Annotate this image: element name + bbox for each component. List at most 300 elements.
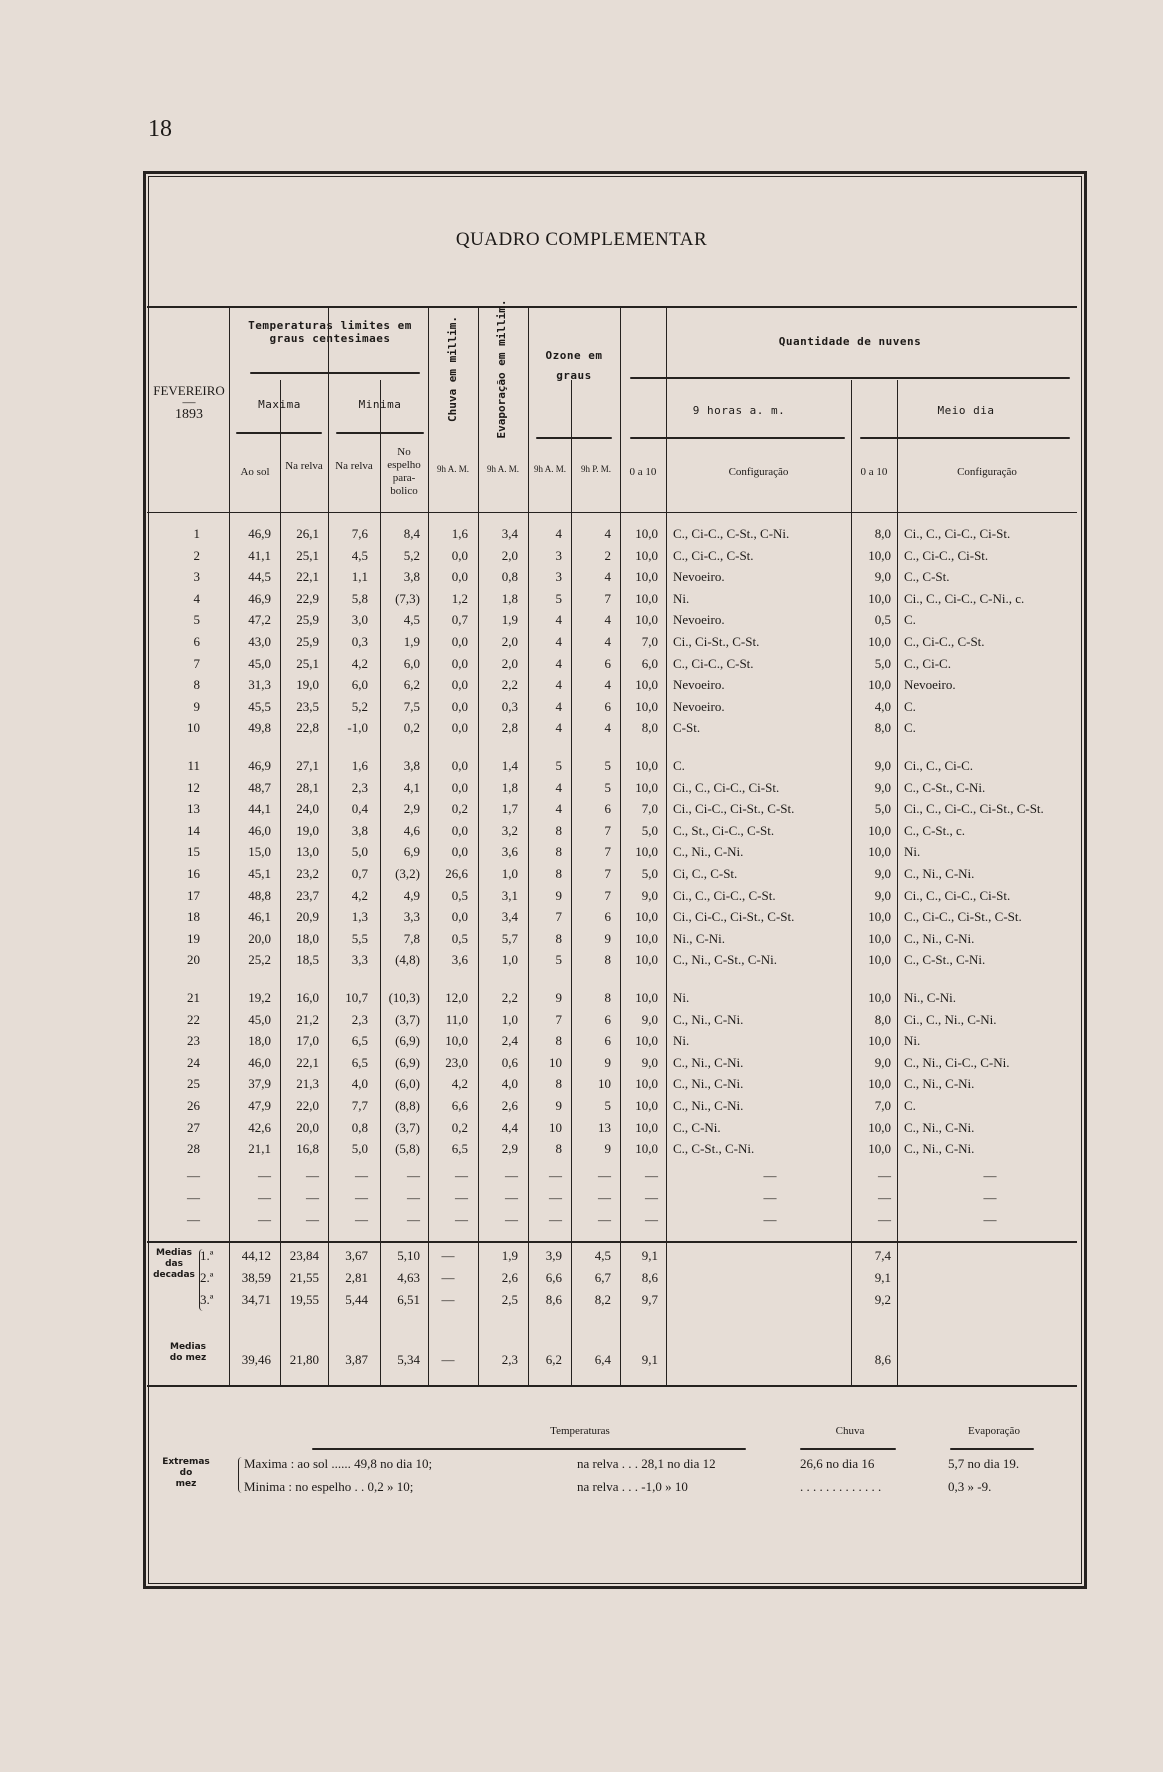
table-cell: 4,2 (351, 655, 368, 671)
table-cell: 1,0 (501, 1011, 518, 1027)
table-cell: 7,7 (351, 1098, 368, 1113)
table-cell: 0,3 (501, 698, 518, 714)
table-cell: 5,0 (351, 844, 368, 860)
table-cell: 10,0 (635, 990, 658, 1005)
empty-dash-cell: — (258, 1190, 271, 1205)
table-cell: 8 (555, 1141, 562, 1157)
table-cell: 6,5 (351, 1054, 368, 1070)
column-divider (897, 380, 898, 1385)
medias-mez-cell: 6,2 (545, 1352, 562, 1367)
table-cell: 20,0 (248, 930, 271, 946)
table-cell: 7 (555, 909, 562, 925)
medias-cell: 8,2 (594, 1292, 611, 1307)
table-cell: 9,0 (874, 1054, 891, 1070)
table-cell: (4,8) (395, 952, 420, 968)
table-cell: 3,3 (351, 952, 368, 968)
table-cell: 26,1 (296, 526, 319, 541)
table-cell: 18,0 (296, 930, 319, 946)
table-cell: 48,8 (248, 887, 271, 903)
table-cell: 10,0 (868, 1141, 891, 1157)
empty-dash-cell: — (355, 1190, 368, 1205)
table-cell: 47,2 (248, 612, 271, 628)
table-cell: C., Ni., C-Ni. (904, 1076, 975, 1092)
table-cell: 10,0 (635, 547, 658, 563)
medias-cell: 6,6 (545, 1270, 562, 1285)
empty-dash-cell: — (645, 1212, 658, 1227)
config-am-header: Configuração (728, 466, 789, 478)
table-cell: 1,0 (501, 866, 518, 881)
table-cell: 0,0 (451, 634, 468, 649)
empty-dash-cell: — (763, 1212, 777, 1227)
medias-cell: 4,63 (397, 1270, 420, 1285)
medias-top-rule (147, 1241, 1077, 1243)
table-cell: 6,5 (351, 1033, 368, 1049)
footer-chuva-min: . . . . . . . . . . . . . (800, 1479, 882, 1494)
medias-cell: 3,9 (545, 1248, 562, 1263)
empty-dash-cell: — (306, 1168, 319, 1183)
table-cell: 10,0 (635, 930, 658, 946)
table-cell: 25,1 (296, 655, 319, 671)
table-cell: 8 (555, 930, 562, 946)
table-cell: C., Ni., Ci-C., C-Ni. (904, 1054, 1010, 1070)
chuva-time-header: 9h A. M. (436, 464, 469, 474)
table-cell: 5,5 (351, 930, 368, 946)
table-cell: 10,0 (445, 1033, 468, 1049)
table-cell: 44,1 (248, 801, 271, 817)
table-cell: 5,2 (351, 698, 368, 714)
table-cell: 9 (604, 1054, 611, 1070)
table-cell: 9 (604, 930, 611, 946)
table-cell: 23,2 (296, 866, 319, 881)
table-cell: 5,2 (403, 547, 420, 563)
medias-cell: 1,9 (501, 1248, 518, 1263)
medias-mez-cell: — (441, 1352, 455, 1367)
table-cell: 17,0 (296, 1033, 319, 1049)
day-cell: 13 (187, 801, 200, 817)
empty-dash-cell: — (455, 1190, 468, 1205)
table-cell: 10 (598, 1076, 611, 1092)
table-cell: 2,9 (501, 1141, 518, 1157)
table-cell: 4,2 (351, 887, 368, 903)
table-cell: 10 (549, 1054, 562, 1070)
table-cell: C. (904, 1098, 916, 1113)
table-cell: Ci., Ci-C., Ci-St., C-St. (673, 909, 795, 925)
evap-time-header: 9h A. M. (486, 464, 519, 474)
empty-dash-cell: — (878, 1168, 891, 1183)
table-cell: 7,0 (641, 634, 658, 649)
table-cell: 8 (555, 1033, 562, 1049)
table-cell: 9,0 (874, 758, 891, 773)
medias-cell: 9,1 (641, 1248, 658, 1263)
medias-cell: — (441, 1292, 455, 1307)
table-cell: 22,0 (296, 1098, 319, 1113)
medias-cell: 9,7 (641, 1292, 658, 1307)
empty-dash-cell: — (598, 1212, 611, 1227)
medias-cell: 44,12 (241, 1248, 271, 1263)
month-label: FEVEREIRO (153, 383, 225, 398)
day-cell: 11 (187, 758, 200, 773)
table-cell: 7 (604, 866, 611, 881)
table-cell: 20,0 (296, 1119, 319, 1135)
table-cell: 0,7 (351, 866, 368, 881)
table-cell: 1,8 (501, 590, 518, 606)
table-cell: 0,5 (451, 930, 468, 946)
table-cell: 8 (604, 990, 611, 1005)
table-cell: 1,1 (351, 569, 368, 585)
empty-dash-cell: — (455, 1212, 468, 1227)
table-cell: 0,0 (451, 822, 468, 838)
table-cell: 0,2 (451, 801, 468, 817)
table-cell: 3,3 (403, 909, 420, 925)
table-cell: 46,0 (248, 822, 271, 838)
no-espelho-header: No espelho para-bolico (387, 446, 421, 497)
table-cell: 10,0 (635, 909, 658, 925)
table-cell: 5,8 (351, 590, 368, 606)
table-cell: 5,0 (641, 866, 658, 881)
table-cell: 7,5 (403, 698, 420, 714)
ozone-brace (536, 437, 612, 439)
table-cell: Nevoeiro. (673, 677, 725, 693)
day-cell: 15 (187, 844, 200, 860)
table-cell: C., Ci-C., Ci-St. (904, 547, 989, 563)
medias-mez-cell: 39,46 (241, 1352, 271, 1367)
footer-chuva-max: 26,6 no dia 16 (800, 1456, 875, 1471)
table-cell: 43,0 (248, 634, 271, 649)
footer-evap-brace (950, 1448, 1034, 1450)
table-cell: 4 (555, 779, 562, 795)
ozone-pm-header: 9h P. M. (580, 464, 611, 474)
page-number: 18 (148, 116, 172, 142)
decada-label: 2.ª (200, 1270, 214, 1285)
table-cell: 10,0 (635, 1033, 658, 1049)
table-cell: 9,0 (874, 569, 891, 585)
table-cell: 6,6 (451, 1098, 468, 1113)
table-cell: Ci., C., Ci-C., Ci-St., C-St. (904, 801, 1044, 817)
footer-evaporacao-label: Evaporação (968, 1425, 1020, 1437)
table-cell: 5 (555, 590, 562, 606)
table-cell: 7,8 (403, 930, 420, 946)
table-cell: 10 (549, 1119, 562, 1135)
table-cell: 2,0 (501, 634, 518, 649)
table-cell: 4 (555, 801, 562, 817)
footer-temperaturas-label: Temperaturas (550, 1425, 610, 1437)
nuvens-header: Quantidade de nuvens (778, 335, 922, 348)
table-cell: 12,0 (445, 990, 468, 1005)
empty-dash-cell: — (549, 1190, 562, 1205)
table-cell: C., Ni., C-Ni. (673, 1011, 744, 1027)
table-cell: C. (673, 758, 685, 773)
day-cell: 3 (193, 569, 200, 585)
medias-cell: 6,7 (594, 1270, 611, 1285)
table-cell: -1,0 (347, 720, 368, 736)
table-cell: 9 (555, 1098, 562, 1113)
table-cell: 25,9 (296, 612, 319, 628)
medias-cell: 9,2 (874, 1292, 891, 1307)
table-cell: 10,0 (868, 909, 891, 925)
empty-dash-cell: — (505, 1212, 518, 1227)
table-cell: 10,0 (635, 569, 658, 585)
table-cell: 7 (604, 844, 611, 860)
meio-dia-header: Meio dia (937, 404, 995, 417)
table-cell: C., Ni., C-Ni. (904, 1141, 975, 1157)
empty-dash-cell: — (598, 1168, 611, 1183)
table-cell: 0,8 (501, 569, 518, 585)
table-cell: 45,1 (248, 866, 271, 881)
empty-dash-cell: — (187, 1190, 200, 1205)
table-cell: 0,0 (451, 844, 468, 860)
table-cell: 18,5 (296, 952, 319, 968)
meio-dia-brace (860, 437, 1070, 439)
table-cell: 0,2 (403, 720, 420, 736)
table-cell: 4,0 (351, 1076, 368, 1092)
table-cell: 16,8 (296, 1141, 319, 1157)
table-cell: 46,0 (248, 1054, 271, 1070)
table-cell: 25,2 (248, 952, 271, 968)
table-cell: 7,0 (874, 1098, 891, 1113)
table-cell: C., C-Ni. (673, 1119, 721, 1135)
day-cell: 6 (193, 634, 200, 649)
temp-group-header: Temperaturas limites em graus centesimaes (248, 319, 412, 345)
table-cell: 4,2 (451, 1076, 468, 1092)
table-cell: 10,0 (868, 1033, 891, 1049)
table-cell: 0,0 (451, 677, 468, 693)
empty-dash-cell: — (763, 1190, 777, 1205)
table-cell: 0,3 (351, 634, 368, 649)
medias-cell: 4,5 (594, 1248, 611, 1263)
table-cell: 0,6 (501, 1054, 518, 1070)
day-cell: 4 (193, 590, 200, 606)
table-cell: 3,6 (451, 952, 468, 968)
table-cell: (6,9) (395, 1033, 420, 1049)
table-cell: 9,0 (641, 1054, 658, 1070)
medias-mez-cell: 21,80 (289, 1352, 319, 1367)
table-cell: C., Ci-C., C-St. (904, 634, 985, 649)
table-cell: 6,2 (403, 677, 420, 693)
table-cell: 8,0 (874, 526, 891, 541)
table-cell: 4 (604, 569, 611, 585)
table-cell: C., St., Ci-C., C-St. (673, 822, 775, 838)
medias-cell: 5,10 (397, 1248, 420, 1263)
empty-dash-cell: — (983, 1190, 997, 1205)
table-cell: (3,2) (395, 866, 420, 881)
day-cell: 12 (187, 779, 200, 795)
table-cell: C. (904, 698, 916, 714)
table-cell: 4 (604, 526, 611, 541)
table-cell: C., C-St., c. (904, 822, 966, 838)
table-cell: 0,0 (451, 758, 468, 773)
table-cell: 4,5 (403, 612, 420, 628)
footer-top-rule (147, 1385, 1077, 1387)
medias-cell: 8,6 (545, 1292, 562, 1307)
medias-cell: 8,6 (641, 1270, 658, 1285)
table-cell: 9,0 (641, 1011, 658, 1027)
day-cell: 19 (187, 930, 200, 946)
table-cell: 2,0 (501, 655, 518, 671)
footer-relva-max: na relva . . . 28,1 no dia 12 (577, 1456, 716, 1471)
day-cell: 2 (193, 547, 200, 563)
table-cell: 6 (604, 655, 611, 671)
table-cell: 1,0 (501, 952, 518, 968)
table-cell: 2,3 (351, 1011, 368, 1027)
medias-mez-cell: 6,4 (594, 1352, 611, 1367)
table-cell: 0,0 (451, 547, 468, 563)
table-cell: 10,0 (635, 1141, 658, 1157)
medias-cell: 19,55 (289, 1292, 319, 1307)
extremas-label: Extremas do mez (162, 1457, 210, 1489)
table-cell: 2,9 (403, 801, 420, 817)
table-cell: 46,1 (248, 909, 271, 925)
table-cell: Ci., Ci-C., Ci-St., C-St. (673, 801, 795, 817)
table-cell: 45,0 (248, 1011, 271, 1027)
table-cell: 26,6 (445, 866, 468, 881)
empty-dash-cell: — (549, 1168, 562, 1183)
table-cell: C., C-St., C-Ni. (904, 779, 986, 795)
table-cell: 10,0 (635, 779, 658, 795)
footer-evap-max: 5,7 no dia 19. (948, 1456, 1020, 1471)
table-cell: 6,0 (403, 655, 420, 671)
table-cell: 4,6 (403, 822, 420, 838)
table-cell: 22,1 (296, 1054, 319, 1070)
month-dash: — (182, 394, 196, 409)
table-cell: 13 (598, 1119, 611, 1135)
maxima-header: Maxima (258, 398, 301, 411)
table-cell: 0,4 (351, 801, 368, 817)
table-cell: 10,0 (868, 1119, 891, 1135)
table-cell: 7 (604, 887, 611, 903)
table-cell: 22,1 (296, 569, 319, 585)
table-cell: 24,0 (296, 801, 319, 817)
table-cell: 1,7 (501, 801, 518, 817)
empty-dash-cell: — (505, 1190, 518, 1205)
table-cell: Ni. (673, 590, 690, 606)
empty-dash-cell: — (645, 1190, 658, 1205)
table-cell: 8 (604, 952, 611, 968)
table-cell: 2,0 (501, 547, 518, 563)
table-cell: 5 (604, 1098, 611, 1113)
table-cell: 10,0 (635, 844, 658, 860)
table-cell: Ni. (673, 1033, 690, 1049)
table-cell: 1,6 (451, 526, 468, 541)
table-cell: (5,8) (395, 1141, 420, 1157)
table-cell: 10,0 (635, 590, 658, 606)
table-cell: C., Ni., C-Ni. (904, 930, 975, 946)
table-cell: 2 (604, 547, 611, 563)
table-cell: 8 (555, 844, 562, 860)
table-cell: 37,9 (248, 1076, 271, 1092)
day-cell: 24 (187, 1054, 200, 1070)
table-cell: 6 (604, 1011, 611, 1027)
table-cell: C., Ni., C-St., C-Ni. (673, 952, 778, 968)
table-cell: 3,1 (501, 887, 518, 903)
table-cell: 22,8 (296, 720, 319, 736)
table-cell: 7,0 (641, 801, 658, 817)
table-cell: 5 (604, 779, 611, 795)
chuva-header: Chuva em millim. (446, 316, 459, 422)
table-cell: C., C-St., C-Ni. (904, 952, 986, 968)
table-cell: 10,0 (635, 612, 658, 628)
table-cell: 3 (555, 569, 562, 585)
table-cell: 9,0 (874, 887, 891, 903)
table-cell: 10,0 (868, 844, 891, 860)
table-cell: 1,2 (451, 590, 468, 606)
cloud-amount-am-header: 0 a 10 (629, 466, 657, 478)
table-cell: 10,0 (868, 634, 891, 649)
table-cell: Ci., C., Ci-C., C-St. (673, 887, 776, 903)
ao-sol-header: Ao sol (240, 466, 270, 478)
table-cell: 2,6 (501, 1098, 518, 1113)
table-cell: 4,4 (501, 1119, 518, 1135)
table-cell: 0,5 (451, 887, 468, 903)
table-cell: 4 (555, 698, 562, 714)
table-cell: C., Ci-C., C-St., C-Ni. (673, 526, 790, 541)
table-cell: 25,9 (296, 634, 319, 649)
table-cell: 21,3 (296, 1076, 319, 1092)
table-cell: 49,8 (248, 720, 271, 736)
table-cell: C-St. (673, 720, 701, 736)
nove-horas-brace (630, 437, 845, 439)
table-cell: 47,9 (248, 1098, 271, 1113)
table-cell: Ci., C., Ci-C. (904, 758, 973, 773)
table-cell: 5,0 (351, 1141, 368, 1157)
empty-dash-cell: — (187, 1168, 200, 1183)
table-cell: 7 (604, 822, 611, 838)
table-cell: 21,2 (296, 1011, 319, 1027)
table-cell: 23,0 (445, 1054, 468, 1070)
empty-dash-cell: — (258, 1212, 271, 1227)
medias-cell: 3,67 (345, 1248, 368, 1263)
footer-relva-min: na relva . . . -1,0 » 10 (577, 1479, 688, 1494)
medias-cell: 2,5 (501, 1292, 518, 1307)
table-cell: C., Ni., C-Ni. (673, 844, 744, 860)
empty-dash-cell: — (258, 1168, 271, 1183)
table-cell: 10,0 (635, 698, 658, 714)
table-cell: 1,3 (351, 909, 368, 925)
table-cell: 27,1 (296, 758, 319, 773)
table-cell: 23,5 (296, 698, 319, 714)
table-cell: 4,0 (501, 1076, 518, 1092)
table-cell: 1,9 (403, 634, 420, 649)
table-cell: 28,1 (296, 779, 319, 795)
table-cell: C., Ci-C., C-St. (673, 547, 754, 563)
table-cell: 19,0 (296, 677, 319, 693)
table-cell: 4 (604, 720, 611, 736)
medias-cell: — (441, 1270, 455, 1285)
medias-cell: 9,1 (874, 1270, 891, 1285)
table-cell: 10,0 (868, 1076, 891, 1092)
day-cell: 25 (187, 1076, 200, 1092)
medias-mez-cell: 9,1 (641, 1352, 658, 1367)
day-cell: 18 (187, 909, 200, 925)
day-cell: 10 (187, 720, 200, 736)
table-cell: 10,7 (345, 990, 368, 1005)
medias-cell: 2,6 (501, 1270, 518, 1285)
table-cell: 4,1 (403, 779, 420, 795)
table-cell: 8,0 (874, 720, 891, 736)
table-cell: (8,8) (395, 1098, 420, 1113)
table-cell: C., Ci-C. (904, 655, 951, 671)
evaporacao-header: Evaporação em millim. (495, 299, 508, 439)
table-cell: 15,0 (248, 844, 271, 860)
na-relva-max-header: Na relva (285, 460, 323, 472)
table-cell: 13,0 (296, 844, 319, 860)
empty-dash-cell: — (407, 1212, 420, 1227)
table-cell: Ni., C-Ni. (673, 930, 725, 946)
table-cell: 2,3 (351, 779, 368, 795)
nove-horas-header: 9 horas a. m. (692, 404, 786, 417)
empty-dash-cell: — (306, 1212, 319, 1227)
footer-max-line: Maxima : ao sol ...... 49,8 no dia 10; (244, 1456, 433, 1471)
table-cell: 21,1 (248, 1141, 271, 1157)
